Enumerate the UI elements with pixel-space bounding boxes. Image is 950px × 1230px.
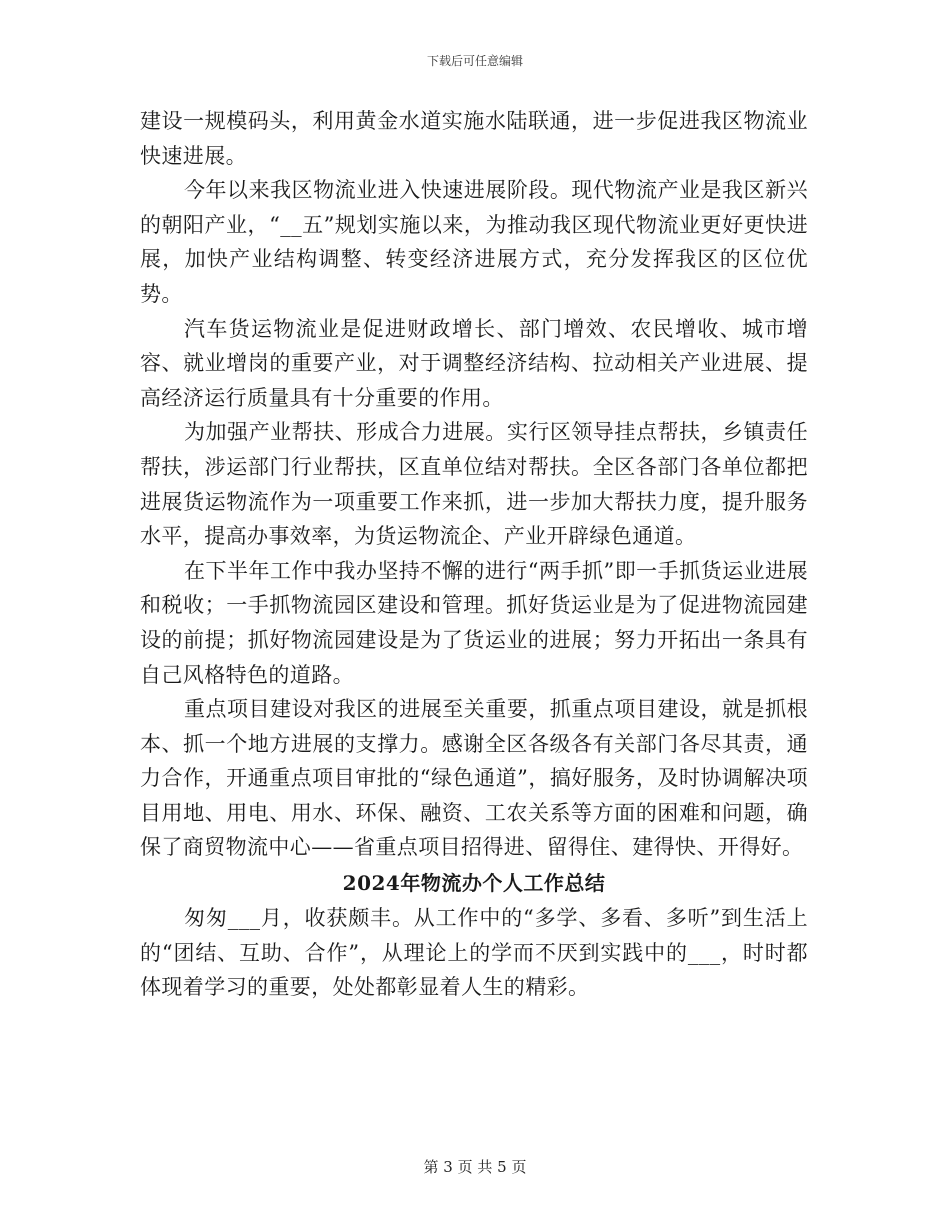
paragraph-freight-industry: 汽车货运物流业是促进财政增长、部门增效、农民增收、城市增容、就业增岗的重要产业，对于调整经济结构、拉动相关产业进展、提高经济运行质量具有十分重要的作用。 <box>140 316 808 410</box>
paragraph-key-projects: 重点项目建设对我区的进展至关重要，抓重点项目建设，就是抓根本、抓一个地方进展的支撑力。感谢全区各级各有关部门各尽其责，通力合作，开通重点项目审批的“绿色通道”，搞好服务，及时协调解决项目用地、用电、用水、环保、融资、工农关系等方面的困难和问题，确保了商贸物流中心——省重点项目招得进、留得住、建得快、开得好。 <box>140 697 808 860</box>
section-title: 2024年物流办个人工作总结 <box>342 871 606 896</box>
paragraph-industry-support: 为加强产业帮扶、形成合力进展。实行区领导挂点帮扶，乡镇责任帮扶，涉运部门行业帮扶，区直单位结对帮扶。全区各部门各单位都把进展货运物流作为一项重要工作来抓，进一步加大帮扶力度，提升服务水平，提高办事效率，为货运物流企、产业开辟绿色通道。 <box>140 420 808 549</box>
paragraph-two-hands: 在下半年工作中我办坚持不懈的进行“两手抓”即一手抓货运业进展和税收；一手抓物流园区建设和管理。抓好货运业是为了促进物流园建设的前提；抓好物流园建设是为了货运业的进展；努力开拓出一条具有自己风格特色的道路。 <box>140 558 808 687</box>
page-number: 第 3 页 共 5 页 <box>423 1158 527 1176</box>
header-note: 下载后可任意编辑 <box>426 54 523 68</box>
document-body <box>140 104 808 1005</box>
paragraph-logistics-growth: 今年以来我区物流业进入快速进展阶段。现代物流产业是我区新兴的朝阳产业，“__五”规划实施以来，为推动我区现代物流业更好更快进展，加快产业结构调整、转变经济进展方式，充分发挥我区的区位优势。 <box>140 178 808 306</box>
paragraph-summary-intro: 匆匆___月，收获颇丰。从工作中的“多学、多看、多听”到生活上的“团结、互助、合作”，从理论上的学而不厌到实践中的___，时时都体现着学习的重要，处处都彰显着人生的精彩。 <box>140 906 808 1000</box>
paragraph-continuation: 建设一规模码头，利用黄金水道实施水陆联通，进一步促进我区物流业快速进展。 <box>140 109 808 168</box>
